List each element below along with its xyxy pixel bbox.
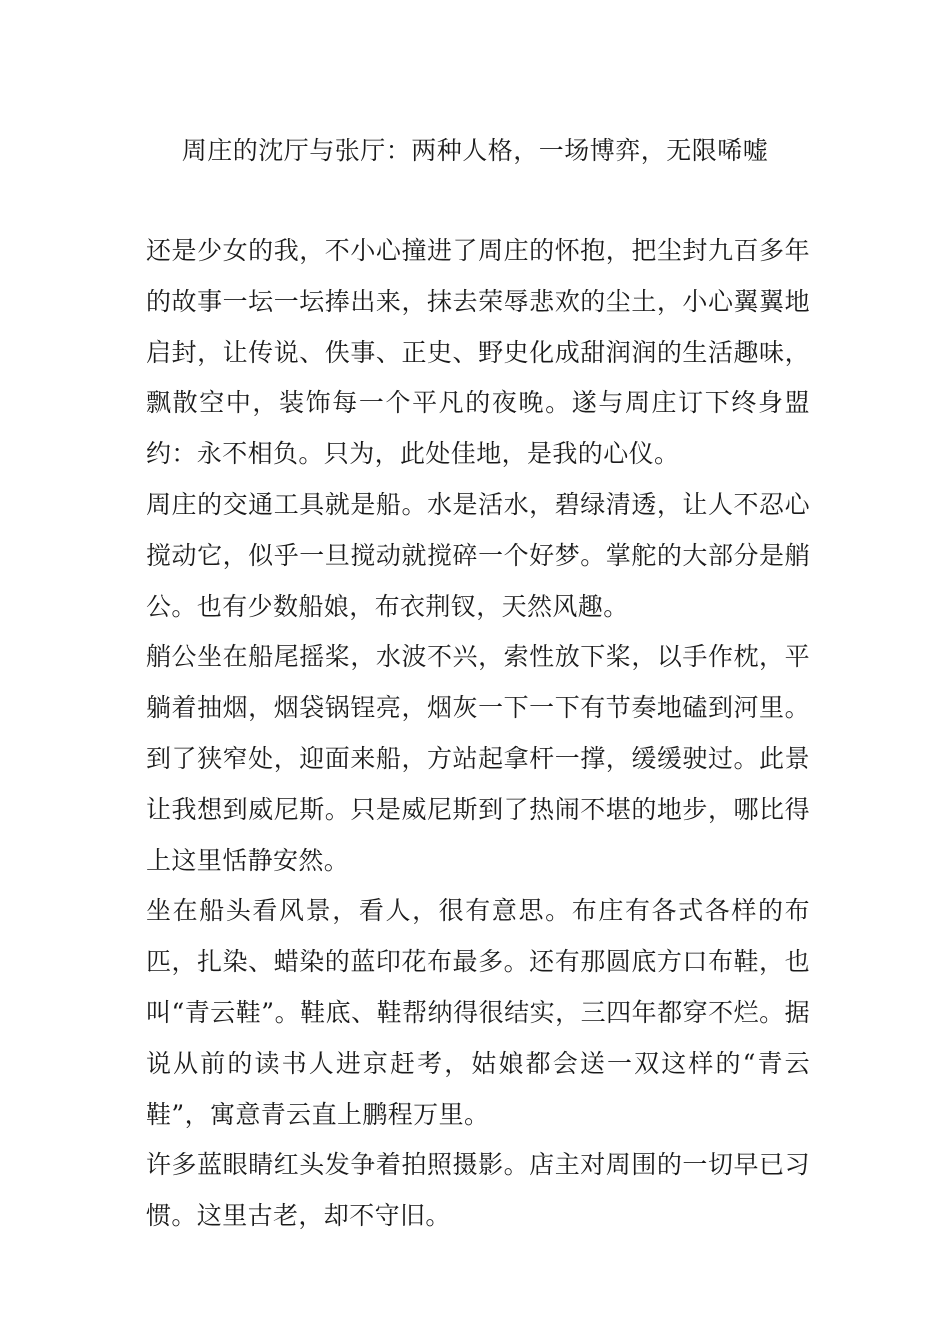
paragraph: 坐在船头看风景，看人，很有意思。布庄有各式各样的布匹，扎染、蜡染的蓝印花布最多。还有那圆底方口布鞋，也叫“青云鞋”。鞋底、鞋帮纳得很结实，三四年都穿不烂。据说从前的读书人进京赶考，姑娘都会送一双这样的“青云鞋”，寓意青云直上鹏程万里。 (146, 896, 810, 1129)
document-body (146, 226, 810, 1242)
paragraph: 艄公坐在船尾摇桨，水波不兴，索性放下桨，以手作枕，平躺着抽烟，烟袋锅锃亮，烟灰一下一下有节奏地磕到河里。到了狭窄处，迎面来船，方站起拿杆一撑，缓缓驶过。此景让我想到威尼斯。只是威尼斯到了热闹不堪的地步，哪比得上这里恬静安然。 (146, 642, 810, 875)
paragraph: 周庄的交通工具就是船。水是活水，碧绿清透，让人不忍心搅动它，似乎一旦搅动就搅碎一个好梦。掌舵的大部分是艄公。也有少数船娘，布衣荆钗，天然风趣。 (146, 489, 810, 621)
paragraph: 还是少女的我，不小心撞进了周庄的怀抱，把尘封九百多年的故事一坛一坛捧出来，抹去荣辱悲欢的尘土，小心翼翼地启封，让传说、佚事、正史、野史化成甜润润的生活趣味，飘散空中，装饰每一个平凡的夜晚。遂与周庄订下终身盟约：永不相负。只为，此处佳地，是我的心仪。 (146, 236, 810, 469)
document-title: 周庄的沈厅与张厅：两种人格，一场博弈，无限唏嘘 (181, 136, 769, 165)
paragraph: 许多蓝眼睛红头发争着拍照摄影。店主对周围的一切早已习惯。这里古老，却不守旧。 (146, 1150, 810, 1231)
